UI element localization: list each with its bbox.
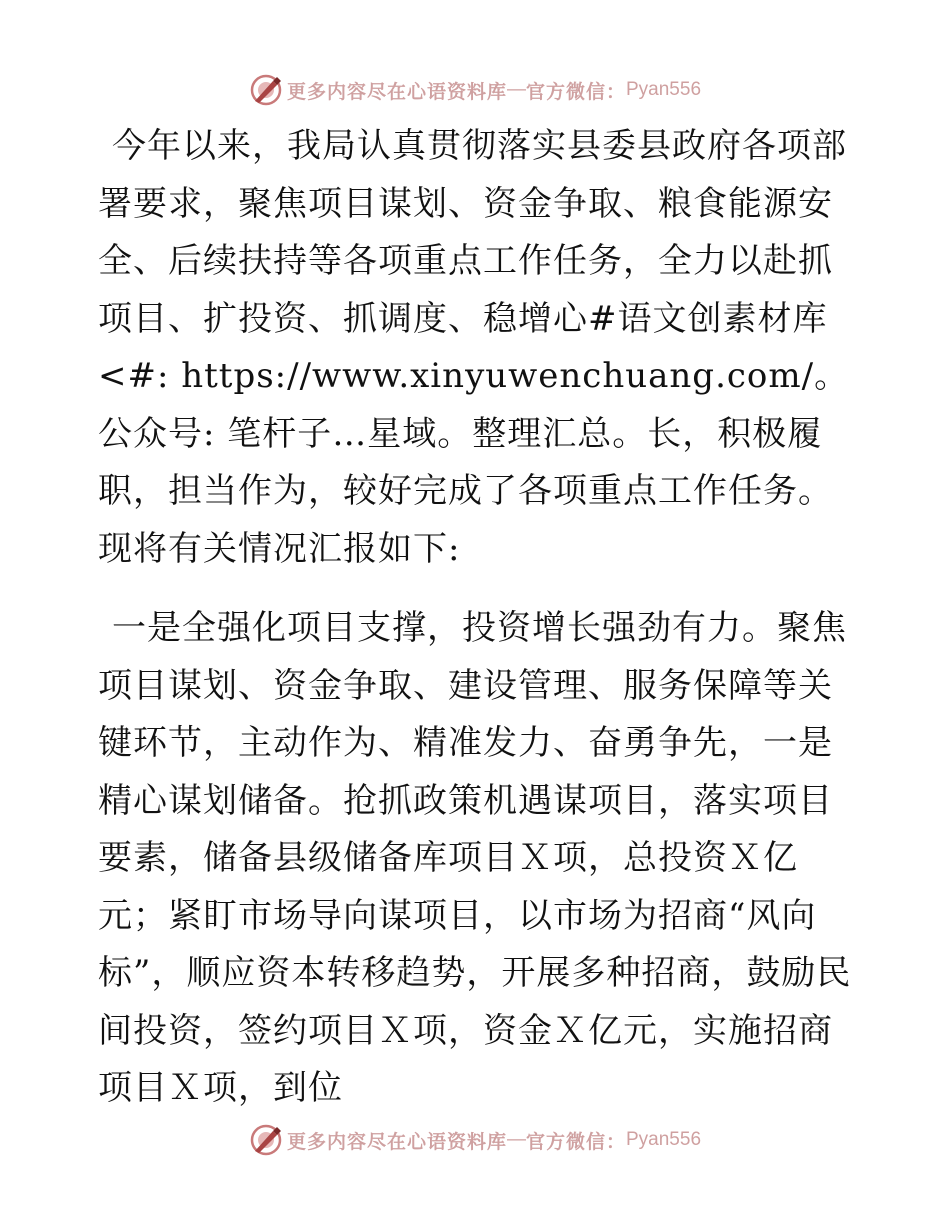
paragraph-text: 今年以来，我局认真贯彻落实县委县政府各项部署要求，聚焦项目谋划、资金争取、粮食能源安全、后续扶持等各项重点工作任务，全力以赴抓项目、扩投资、抓调度、稳增心#语文创素材库<#: https://www.xinyuwenchuang.com/。公众号: 笔杆子…星域。整理汇总。长，积极履职，担当作为，较好完成了各项重点工作任务。现将有关情况汇报如下: [98, 126, 850, 569]
watermark-dash: — [506, 79, 526, 100]
watermark-wechat-label: 官方微信： [525, 1130, 626, 1153]
paragraph [98, 118, 858, 578]
watermark-text: 更多内容尽在心语资料库 [286, 80, 507, 103]
document-body [98, 118, 858, 1140]
watermark-text: 更多内容尽在心语资料库 [286, 1130, 507, 1153]
watermark-dash: — [506, 1129, 526, 1150]
watermark-wechat-id: Pyan556 [626, 1129, 702, 1150]
pen-logo-icon [249, 1123, 283, 1157]
paragraph-text: 一是全强化项目支撑，投资增长强劲有力。聚焦项目谋划、资金争取、建设管理、服务保障等关键环节，主动作为、精准发力、奋勇争先，一是精心谋划储备。抢抓政策机遇谋项目，落实项目要素，储备县级储备库项目Ｘ项，总投资Ｘ亿元；紧盯市场导向谋项目，以市场为招商“风向标”，顺应资本转移趋势，开展多种招商，鼓励民间投资，签约项目Ｘ项，资金Ｘ亿元，实施招商项目Ｘ项，到位 [98, 608, 852, 1108]
footer-watermark [0, 1120, 950, 1160]
watermark-wechat-label: 官方微信： [525, 80, 626, 103]
watermark-wechat-id: Pyan556 [626, 79, 702, 100]
paragraph [98, 600, 858, 1118]
header-watermark [0, 70, 950, 110]
pen-logo-icon [249, 73, 283, 107]
